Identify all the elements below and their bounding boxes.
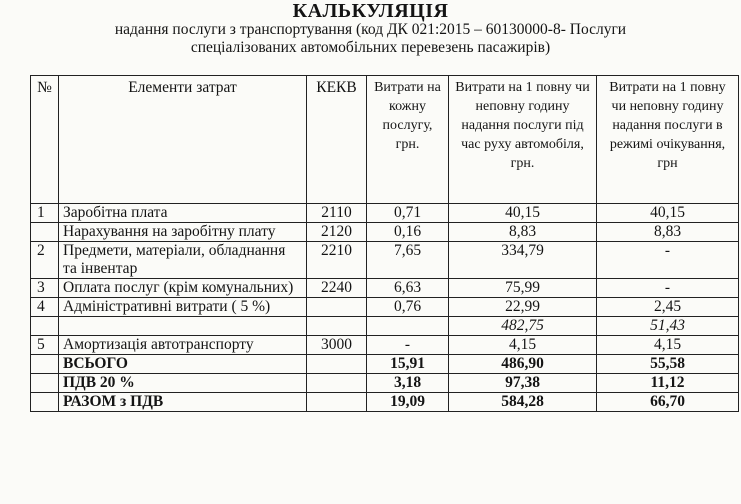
row-hour-waiting: 8,83 bbox=[597, 223, 739, 242]
document-subtitle-line-1: надання послуги з транспортування (код ДК 021:2015 – 60130000-8- Послуги bbox=[114, 21, 627, 38]
total-row bbox=[31, 355, 739, 374]
row-number: 4 bbox=[31, 298, 59, 317]
row-hour-waiting: - bbox=[597, 242, 739, 279]
row-hour-moving: 8,83 bbox=[449, 223, 597, 242]
header-cost-per-hour-waiting: Витрати на 1 повну чи неповну годину надання послуги в режимі очікування, грн bbox=[597, 76, 739, 204]
header-cost-per-hour-moving: Витрати на 1 повну чи неповну годину надання послуги під час руху автомобіля, грн. bbox=[449, 76, 597, 204]
vat-label: ПДВ 20 % bbox=[59, 374, 307, 393]
row-element: Оплата послуг (крім комунальних) bbox=[59, 279, 307, 298]
row-number: 3 bbox=[31, 279, 59, 298]
row-kekv bbox=[307, 393, 367, 412]
row-hour-moving: 4,15 bbox=[449, 336, 597, 355]
header-cost-elements: Елементи затрат bbox=[59, 76, 307, 204]
table-row bbox=[31, 204, 739, 223]
row-kekv bbox=[307, 317, 367, 336]
row-cost: 0,76 bbox=[367, 298, 449, 317]
header-number: № bbox=[31, 76, 59, 204]
row-number: 1 bbox=[31, 204, 59, 223]
grand-total-label: РАЗОМ з ПДВ bbox=[59, 393, 307, 412]
row-element: Предмети, матеріали, обладнання та інвентар bbox=[59, 242, 307, 279]
row-kekv: 2240 bbox=[307, 279, 367, 298]
document-subtitle-line-2: спеціалізованих автомобільних перевезень пасажирів) bbox=[190, 39, 551, 56]
row-kekv bbox=[307, 298, 367, 317]
table-row bbox=[31, 298, 739, 317]
row-number bbox=[31, 374, 59, 393]
grand-total-cost: 19,09 bbox=[367, 393, 449, 412]
table-row bbox=[31, 336, 739, 355]
row-cost bbox=[367, 317, 449, 336]
row-number bbox=[31, 317, 59, 336]
grand-total-hour-waiting: 66,70 bbox=[597, 393, 739, 412]
row-element: Нарахування на заробітну плату bbox=[59, 223, 307, 242]
header-cost-per-service: Витрати на кожну послугу, грн. bbox=[367, 76, 449, 204]
vat-hour-moving: 97,38 bbox=[449, 374, 597, 393]
row-number bbox=[31, 355, 59, 374]
row-cost: 7,65 bbox=[367, 242, 449, 279]
row-cost: 0,71 bbox=[367, 204, 449, 223]
row-cost: 6,63 bbox=[367, 279, 449, 298]
table-header-row bbox=[31, 76, 739, 204]
row-hour-waiting: 51,43 bbox=[597, 317, 739, 336]
grand-total-hour-moving: 584,28 bbox=[449, 393, 597, 412]
vat-cost: 3,18 bbox=[367, 374, 449, 393]
table-row bbox=[31, 242, 739, 279]
table-row bbox=[31, 279, 739, 298]
total-hour-waiting: 55,58 bbox=[597, 355, 739, 374]
total-cost: 15,91 bbox=[367, 355, 449, 374]
total-hour-moving: 486,90 bbox=[449, 355, 597, 374]
row-number bbox=[31, 393, 59, 412]
vat-hour-waiting: 11,12 bbox=[597, 374, 739, 393]
row-element bbox=[59, 317, 307, 336]
row-hour-waiting: 40,15 bbox=[597, 204, 739, 223]
row-hour-moving: 40,15 bbox=[449, 204, 597, 223]
row-hour-waiting: 4,15 bbox=[597, 336, 739, 355]
row-hour-waiting: - bbox=[597, 279, 739, 298]
table-row bbox=[31, 223, 739, 242]
row-kekv: 2120 bbox=[307, 223, 367, 242]
row-element: Заробітна плата bbox=[59, 204, 307, 223]
row-hour-moving: 334,79 bbox=[449, 242, 597, 279]
total-label: ВСЬОГО bbox=[59, 355, 307, 374]
row-cost: 0,16 bbox=[367, 223, 449, 242]
vat-row bbox=[31, 374, 739, 393]
subtotal-row bbox=[31, 317, 739, 336]
header-kekv: КЕКВ bbox=[307, 76, 367, 204]
grand-total-row bbox=[31, 393, 739, 412]
row-kekv: 3000 bbox=[307, 336, 367, 355]
row-hour-waiting: 2,45 bbox=[597, 298, 739, 317]
row-element: Адміністративні витрати ( 5 %) bbox=[59, 298, 307, 317]
row-cost: - bbox=[367, 336, 449, 355]
row-hour-moving: 75,99 bbox=[449, 279, 597, 298]
row-kekv bbox=[307, 374, 367, 393]
row-kekv: 2210 bbox=[307, 242, 367, 279]
cost-calculation-table bbox=[30, 75, 739, 412]
row-element: Амортизація автотранспорту bbox=[59, 336, 307, 355]
row-number bbox=[31, 223, 59, 242]
document-title: КАЛЬКУЛЯЦІЯ bbox=[292, 0, 449, 22]
row-number: 2 bbox=[31, 242, 59, 279]
row-kekv bbox=[307, 355, 367, 374]
row-hour-moving: 22,99 bbox=[449, 298, 597, 317]
row-number: 5 bbox=[31, 336, 59, 355]
row-kekv: 2110 bbox=[307, 204, 367, 223]
row-hour-moving: 482,75 bbox=[449, 317, 597, 336]
